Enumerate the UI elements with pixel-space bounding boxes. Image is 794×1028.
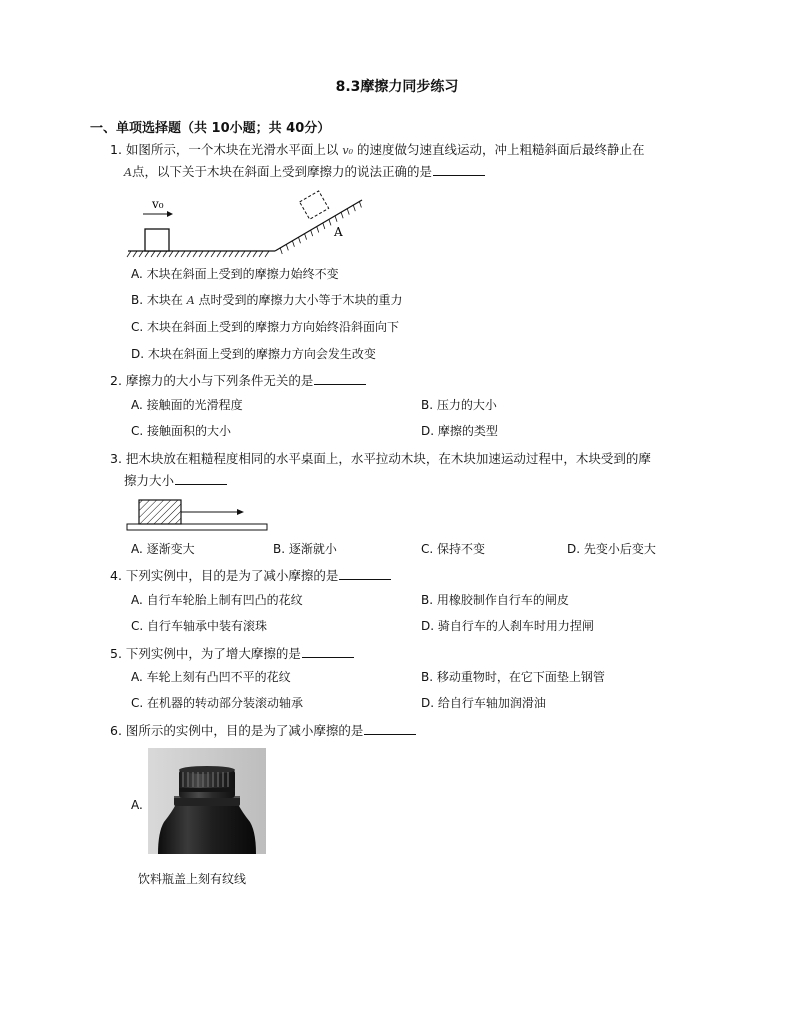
page-title: 8.3摩擦力同步练习 [335,79,459,95]
q2-option-c[interactable]: C. 接触面积的大小 [131,424,232,438]
answer-blank-5[interactable] [302,643,354,658]
q4-option-c[interactable]: C. 自行车轴承中装有滚珠 [131,619,268,633]
q2-option-b[interactable]: B. 压力的大小 [421,398,497,412]
q2-option-a[interactable]: A. 接触面的光滑程度 [131,398,243,412]
q1-option-b[interactable]: B. 木块在 A 点时受到的摩擦力大小等于木块的重力 [131,293,403,307]
q1-option-d[interactable]: D. 木块在斜面上受到的摩擦力方向会发生改变 [131,347,376,361]
q4-option-b[interactable]: B. 用橡胶制作自行车的闸皮 [421,593,569,607]
question-4-stem: 4. 下列实例中，目的是为了减小摩擦的是 [110,565,391,587]
figure-label-A: A [334,225,343,239]
figure-table-block [125,496,275,536]
figure-incline [125,193,370,263]
figure-label-v0: v₀ [152,197,164,211]
q3-option-a[interactable]: A. 逐渐变大 [131,542,195,556]
variable-v0: v₀ [342,144,354,157]
question-3-stem: 3. 把木块放在粗糙程度相同的水平桌面上，水平拉动木块，在木块加速运动过程中，木块受到的摩 [110,451,651,466]
q3-option-d[interactable]: D. 先变小后变大 [567,542,656,556]
question-1-stem: 1. 如图所示，一个木块在光滑水平面上以 v₀ 的速度做匀速直线运动，冲上粗糙斜面后最终静止在 [110,142,645,157]
hatched-block [139,500,181,524]
q5-option-a[interactable]: A. 车轮上刻有凸凹不平的花纹 [131,670,291,684]
q4-option-a[interactable]: A. 自行车轮胎上制有凹凸的花纹 [131,593,303,607]
answer-blank-1[interactable] [433,161,485,176]
answer-blank-6[interactable] [364,720,416,735]
q3-option-b[interactable]: B. 逐渐就小 [273,542,337,556]
section-heading: 一、单项选择题（共 10小题；共 40分） [90,121,331,136]
q1-option-c[interactable]: C. 木块在斜面上受到的摩擦力方向始终沿斜面向下 [131,320,400,334]
block [145,229,169,251]
question-3-stem-line2: 擦力大小 [124,470,227,492]
q6-option-a-caption: 饮料瓶盖上刻有纹线 [138,872,247,886]
q1-option-a[interactable]: A. 木块在斜面上受到的摩擦力始终不变 [131,267,339,281]
question-1-stem-line2: A点，以下关于木块在斜面上受到摩擦力的说法正确的是 [124,161,714,184]
q3-option-c[interactable]: C. 保持不变 [421,542,486,556]
answer-blank-3[interactable] [175,470,227,485]
q5-option-b[interactable]: B. 移动重物时，在它下面垫上钢管 [421,670,605,684]
answer-blank-4[interactable] [339,565,391,580]
q4-option-d[interactable]: D. 骑自行车的人刹车时用力捏闸 [421,619,594,633]
variable-A: A [124,166,132,179]
question-6-stem: 6. 图所示的实例中，目的是为了减小摩擦的是 [110,720,416,742]
block-dashed [300,191,329,219]
question-2-stem: 2. 摩擦力的大小与下列条件无关的是 [110,370,366,392]
q5-option-c[interactable]: C. 在机器的转动部分装滚动轴承 [131,696,304,710]
question-5-stem: 5. 下列实例中，为了增大摩擦的是 [110,643,354,665]
table-surface [127,524,267,530]
q2-option-d[interactable]: D. 摩擦的类型 [421,424,498,438]
q6-option-a-label[interactable]: A. [131,798,143,812]
answer-blank-2[interactable] [314,370,366,385]
bottle-cap-photo[interactable] [148,748,266,854]
q5-option-d[interactable]: D. 给自行车轴加润滑油 [421,696,546,710]
